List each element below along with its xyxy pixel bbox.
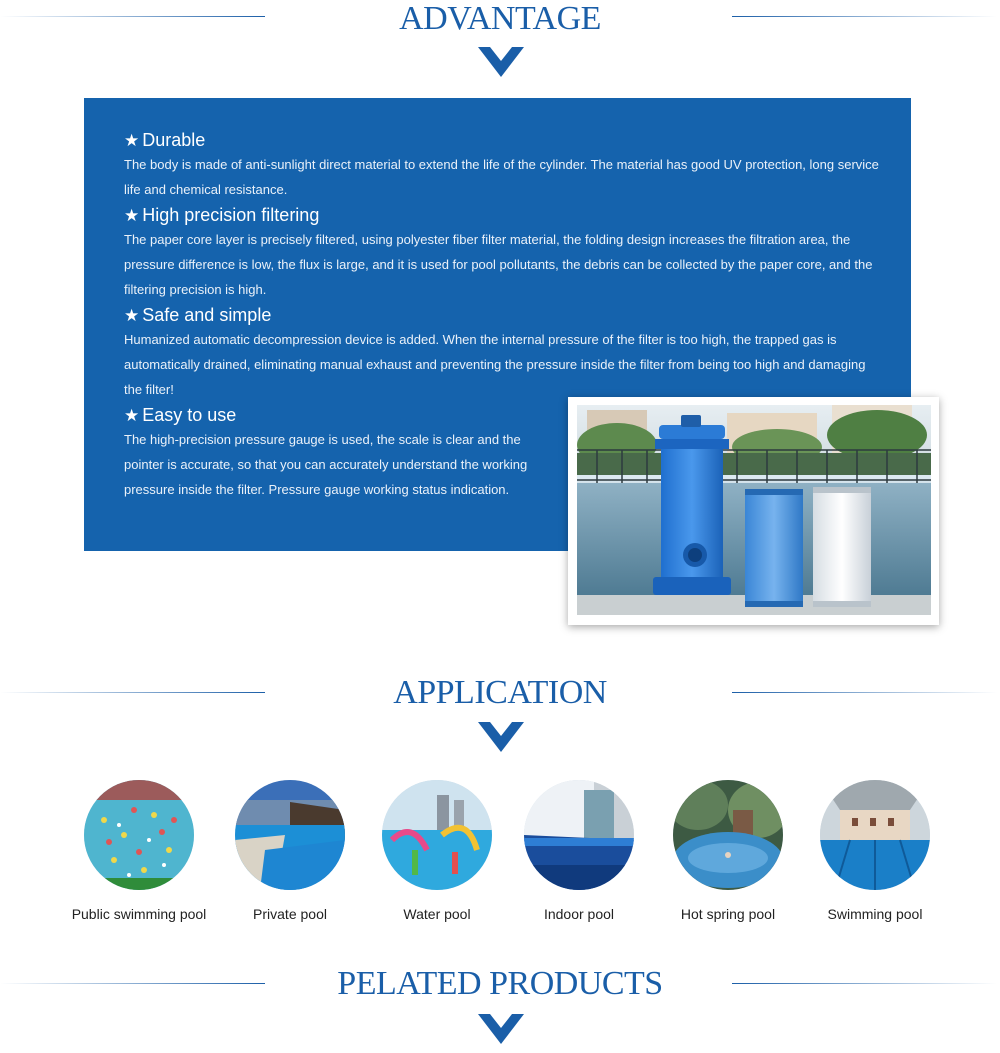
application-label: Swimming pool [827, 906, 923, 922]
chevron-down-icon [478, 1014, 524, 1044]
swimming-pool-image [820, 780, 930, 890]
feature-high-precision [124, 204, 884, 302]
private-pool-image [235, 780, 345, 890]
feature-durable [124, 129, 884, 202]
feature-title: ★ Easy to use [124, 405, 237, 425]
water-pool-image [382, 780, 492, 890]
product-photo-frame [568, 397, 939, 625]
application-label: Indoor pool [543, 906, 615, 922]
application-label: Hot spring pool [680, 906, 776, 922]
application-header [0, 672, 1000, 752]
feature-title: ★ High precision filtering [124, 205, 320, 225]
feature-description: The paper core layer is precisely filtered, using polyester fiber filter material, the folding design increases the filtration area, the pressure difference is low, the flux is large, and it is used for pool pollutants, the debris can be collected by the paper core, and the filtering precision is high. [124, 232, 873, 297]
star-icon: ★ [124, 306, 140, 325]
application-label: Public swimming pool [71, 906, 207, 922]
application-item [64, 780, 214, 922]
application-item [504, 780, 654, 922]
application-list [0, 780, 1000, 930]
feature-easy-use [124, 404, 536, 502]
public-pool-image [84, 780, 194, 890]
feature-title: ★ Durable [124, 130, 206, 150]
application-item [653, 780, 803, 922]
indoor-pool-image [524, 780, 634, 890]
star-icon: ★ [124, 406, 140, 425]
feature-description: The high-precision pressure gauge is used, the scale is clear and the pointer is accurate, so that you can accurately understand the working pressure inside the filter. Pressure gauge working status indication. [124, 432, 528, 497]
section-title-related: PELATED PRODUCTS [337, 965, 663, 1002]
application-item [215, 780, 365, 922]
section-title-advantage: ADVANTAGE [399, 0, 601, 37]
advantage-header [0, 0, 1000, 80]
product-photo [577, 405, 931, 615]
feature-title: ★ Safe and simple [124, 305, 272, 325]
related-header [0, 965, 1000, 1045]
chevron-down-icon [478, 722, 524, 752]
feature-safe-simple [124, 304, 884, 402]
hot-spring-pool-image [673, 780, 783, 890]
application-item [800, 780, 950, 922]
filter-product-image [577, 405, 931, 615]
feature-description: Humanized automatic decompression device is added. When the internal pressure of the filter is too high, the trapped gas is automatically drained, eliminating manual exhaust and preventing the pressure inside the filter from being too high and damaging the filter! [124, 332, 866, 397]
chevron-down-icon [478, 47, 524, 77]
section-title-application: APPLICATION [393, 674, 607, 711]
application-label: Water pool [403, 906, 471, 922]
star-icon: ★ [124, 131, 140, 150]
feature-description: The body is made of anti-sunlight direct material to extend the life of the cylinder. The material has good UV protection, long service life and chemical resistance. [124, 157, 879, 197]
application-label: Private pool [253, 906, 327, 922]
star-icon: ★ [124, 206, 140, 225]
application-item [362, 780, 512, 922]
